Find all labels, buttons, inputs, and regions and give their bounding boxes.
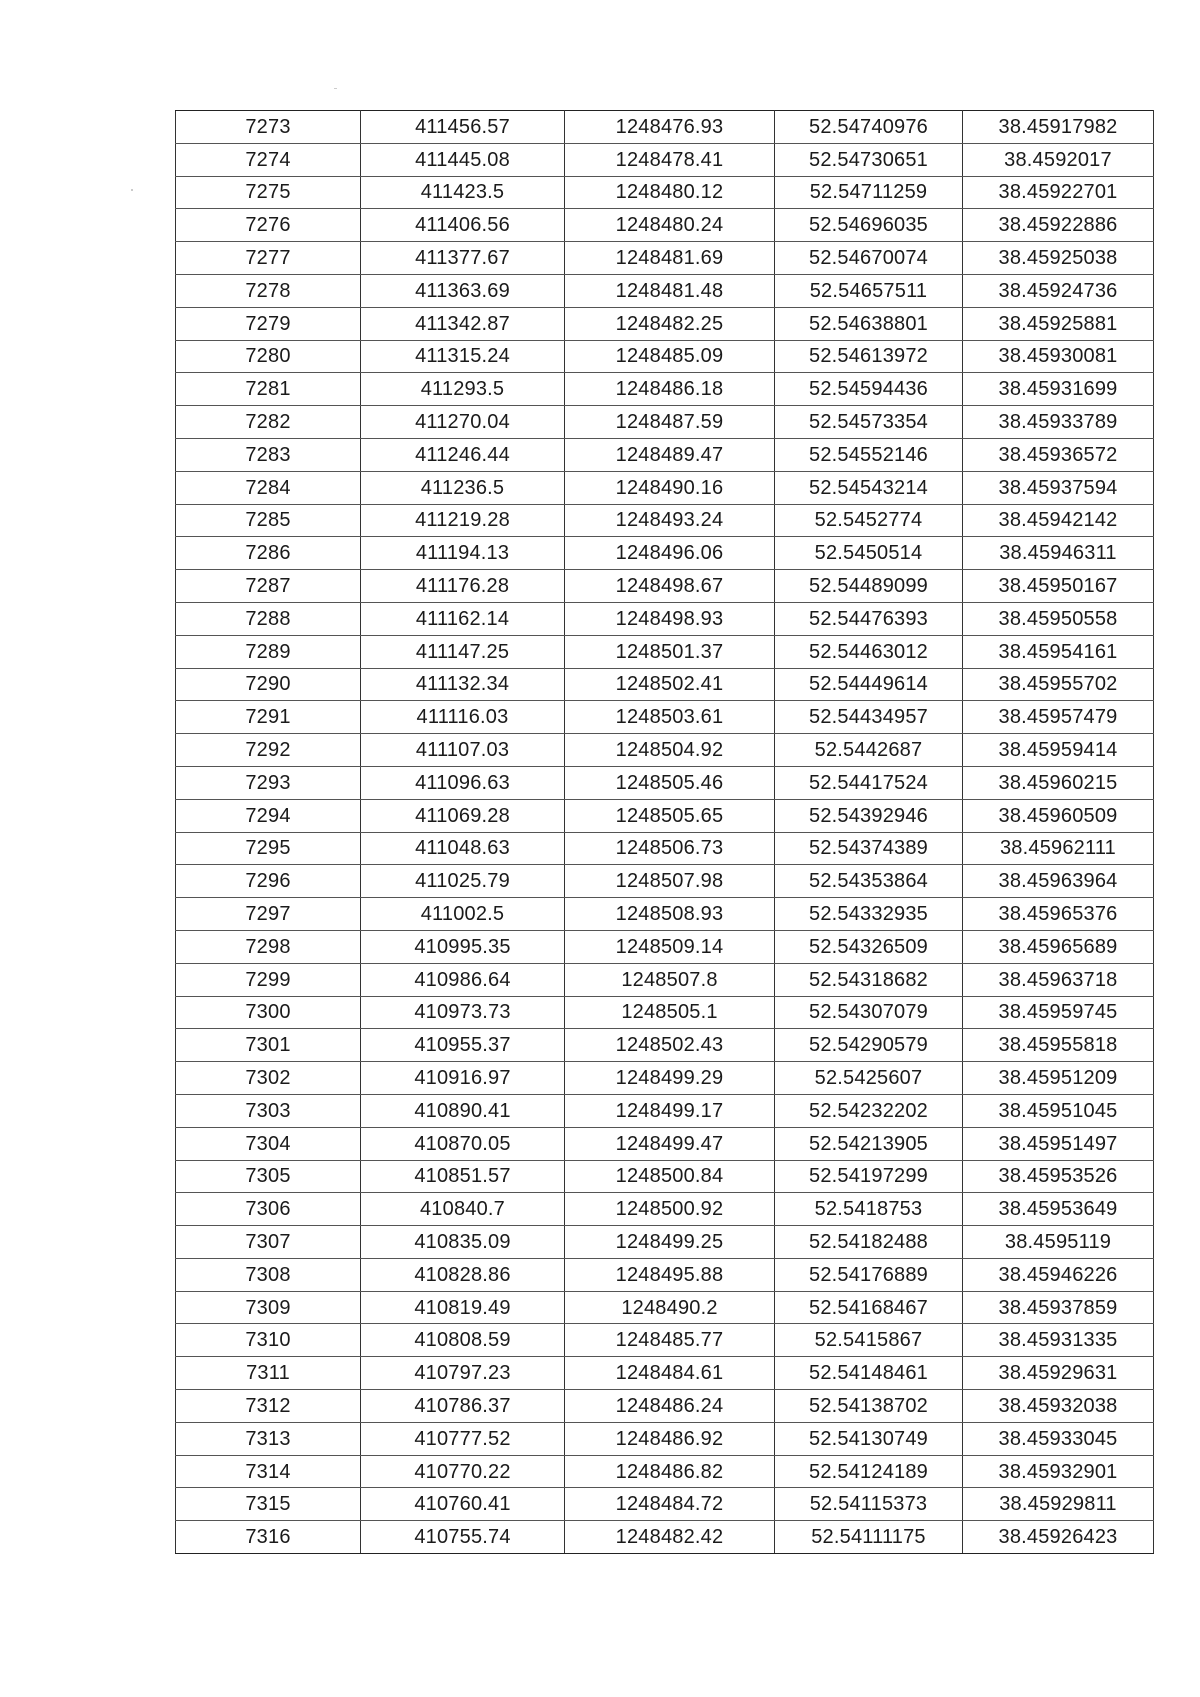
point-number-cell: 7284: [176, 471, 361, 504]
longitude-cell: 38.45933045: [963, 1422, 1154, 1455]
point-number-cell: 7274: [176, 143, 361, 176]
table-row: [176, 832, 1154, 865]
x-coordinate-cell: 410973.73: [361, 996, 565, 1029]
x-coordinate-cell: 410890.41: [361, 1094, 565, 1127]
longitude-cell: 38.45962111: [963, 832, 1154, 865]
table-row: [176, 176, 1154, 209]
latitude-cell: 52.54638801: [775, 307, 963, 340]
y-coordinate-cell: 1248499.25: [565, 1226, 775, 1259]
y-coordinate-cell: 1248480.24: [565, 209, 775, 242]
latitude-cell: 52.54290579: [775, 1029, 963, 1062]
table-row: [176, 111, 1154, 144]
latitude-cell: 52.54353864: [775, 865, 963, 898]
y-coordinate-cell: 1248485.09: [565, 340, 775, 373]
longitude-cell: 38.45925881: [963, 307, 1154, 340]
y-coordinate-cell: 1248498.67: [565, 570, 775, 603]
table-row: [176, 930, 1154, 963]
y-coordinate-cell: 1248482.25: [565, 307, 775, 340]
point-number-cell: 7276: [176, 209, 361, 242]
x-coordinate-cell: 410808.59: [361, 1324, 565, 1357]
latitude-cell: 52.54182488: [775, 1226, 963, 1259]
y-coordinate-cell: 1248487.59: [565, 406, 775, 439]
latitude-cell: 52.54489099: [775, 570, 963, 603]
y-coordinate-cell: 1248486.92: [565, 1422, 775, 1455]
point-number-cell: 7306: [176, 1193, 361, 1226]
table-row: [176, 865, 1154, 898]
latitude-cell: 52.54573354: [775, 406, 963, 439]
y-coordinate-cell: 1248505.65: [565, 799, 775, 832]
longitude-cell: 38.45922701: [963, 176, 1154, 209]
y-coordinate-cell: 1248495.88: [565, 1258, 775, 1291]
table-row: [176, 602, 1154, 635]
latitude-cell: 52.54594436: [775, 373, 963, 406]
point-number-cell: 7296: [176, 865, 361, 898]
point-number-cell: 7304: [176, 1127, 361, 1160]
y-coordinate-cell: 1248485.77: [565, 1324, 775, 1357]
table-row: [176, 1029, 1154, 1062]
point-number-cell: 7310: [176, 1324, 361, 1357]
longitude-cell: 38.45965376: [963, 898, 1154, 931]
x-coordinate-cell: 410916.97: [361, 1062, 565, 1095]
point-number-cell: 7302: [176, 1062, 361, 1095]
y-coordinate-cell: 1248505.1: [565, 996, 775, 1029]
y-coordinate-cell: 1248489.47: [565, 438, 775, 471]
point-number-cell: 7286: [176, 537, 361, 570]
latitude-cell: 52.54463012: [775, 635, 963, 668]
y-coordinate-cell: 1248484.61: [565, 1357, 775, 1390]
latitude-cell: 52.54449614: [775, 668, 963, 701]
longitude-cell: 38.45937859: [963, 1291, 1154, 1324]
x-coordinate-cell: 410851.57: [361, 1160, 565, 1193]
point-number-cell: 7285: [176, 504, 361, 537]
x-coordinate-cell: 411002.5: [361, 898, 565, 931]
point-number-cell: 7280: [176, 340, 361, 373]
y-coordinate-cell: 1248504.92: [565, 734, 775, 767]
longitude-cell: 38.45960215: [963, 766, 1154, 799]
y-coordinate-cell: 1248502.41: [565, 668, 775, 701]
latitude-cell: 52.5452774: [775, 504, 963, 537]
table-row: [176, 1226, 1154, 1259]
point-number-cell: 7315: [176, 1488, 361, 1521]
table-row: [176, 963, 1154, 996]
longitude-cell: 38.45932901: [963, 1455, 1154, 1488]
point-number-cell: 7312: [176, 1390, 361, 1423]
latitude-cell: 52.54711259: [775, 176, 963, 209]
table-row: [176, 701, 1154, 734]
point-number-cell: 7291: [176, 701, 361, 734]
y-coordinate-cell: 1248501.37: [565, 635, 775, 668]
x-coordinate-cell: 411377.67: [361, 242, 565, 275]
longitude-cell: 38.45957479: [963, 701, 1154, 734]
point-number-cell: 7278: [176, 274, 361, 307]
point-number-cell: 7311: [176, 1357, 361, 1390]
latitude-cell: 52.54552146: [775, 438, 963, 471]
longitude-cell: 38.45936572: [963, 438, 1154, 471]
point-number-cell: 7308: [176, 1258, 361, 1291]
table-row: [176, 1127, 1154, 1160]
x-coordinate-cell: 410835.09: [361, 1226, 565, 1259]
latitude-cell: 52.5442687: [775, 734, 963, 767]
y-coordinate-cell: 1248500.92: [565, 1193, 775, 1226]
longitude-cell: 38.45924736: [963, 274, 1154, 307]
coordinates-table-body: [176, 111, 1154, 1554]
longitude-cell: 38.45933789: [963, 406, 1154, 439]
longitude-cell: 38.45951497: [963, 1127, 1154, 1160]
y-coordinate-cell: 1248499.29: [565, 1062, 775, 1095]
table-row: [176, 1422, 1154, 1455]
table-row: [176, 1455, 1154, 1488]
y-coordinate-cell: 1248505.46: [565, 766, 775, 799]
longitude-cell: 38.45929631: [963, 1357, 1154, 1390]
longitude-cell: 38.45955818: [963, 1029, 1154, 1062]
table-row: [176, 1291, 1154, 1324]
table-row: [176, 373, 1154, 406]
latitude-cell: 52.54318682: [775, 963, 963, 996]
y-coordinate-cell: 1248486.24: [565, 1390, 775, 1423]
x-coordinate-cell: 411445.08: [361, 143, 565, 176]
longitude-cell: 38.4595119: [963, 1226, 1154, 1259]
latitude-cell: 52.54696035: [775, 209, 963, 242]
x-coordinate-cell: 411315.24: [361, 340, 565, 373]
table-row: [176, 143, 1154, 176]
longitude-cell: 38.45955702: [963, 668, 1154, 701]
point-number-cell: 7316: [176, 1521, 361, 1554]
longitude-cell: 38.45959745: [963, 996, 1154, 1029]
longitude-cell: 38.45963964: [963, 865, 1154, 898]
point-number-cell: 7281: [176, 373, 361, 406]
y-coordinate-cell: 1248478.41: [565, 143, 775, 176]
x-coordinate-cell: 411194.13: [361, 537, 565, 570]
point-number-cell: 7288: [176, 602, 361, 635]
longitude-cell: 38.45926423: [963, 1521, 1154, 1554]
x-coordinate-cell: 411176.28: [361, 570, 565, 603]
table-row: [176, 209, 1154, 242]
y-coordinate-cell: 1248480.12: [565, 176, 775, 209]
longitude-cell: 38.45931335: [963, 1324, 1154, 1357]
x-coordinate-cell: 411162.14: [361, 602, 565, 635]
table-row: [176, 1062, 1154, 1095]
x-coordinate-cell: 410986.64: [361, 963, 565, 996]
x-coordinate-cell: 411236.5: [361, 471, 565, 504]
latitude-cell: 52.54138702: [775, 1390, 963, 1423]
latitude-cell: 52.54124189: [775, 1455, 963, 1488]
point-number-cell: 7313: [176, 1422, 361, 1455]
longitude-cell: 38.45960509: [963, 799, 1154, 832]
x-coordinate-cell: 411363.69: [361, 274, 565, 307]
latitude-cell: 52.54232202: [775, 1094, 963, 1127]
latitude-cell: 52.54213905: [775, 1127, 963, 1160]
table-row: [176, 340, 1154, 373]
table-row: [176, 1160, 1154, 1193]
y-coordinate-cell: 1248507.8: [565, 963, 775, 996]
latitude-cell: 52.5415867: [775, 1324, 963, 1357]
y-coordinate-cell: 1248502.43: [565, 1029, 775, 1062]
longitude-cell: 38.45950558: [963, 602, 1154, 635]
point-number-cell: 7275: [176, 176, 361, 209]
x-coordinate-cell: 411456.57: [361, 111, 565, 144]
point-number-cell: 7277: [176, 242, 361, 275]
point-number-cell: 7293: [176, 766, 361, 799]
scan-speck: [334, 88, 337, 89]
latitude-cell: 52.54374389: [775, 832, 963, 865]
latitude-cell: 52.54148461: [775, 1357, 963, 1390]
x-coordinate-cell: 410770.22: [361, 1455, 565, 1488]
latitude-cell: 52.5418753: [775, 1193, 963, 1226]
x-coordinate-cell: 411342.87: [361, 307, 565, 340]
longitude-cell: 38.4592017: [963, 143, 1154, 176]
latitude-cell: 52.5425607: [775, 1062, 963, 1095]
longitude-cell: 38.45946311: [963, 537, 1154, 570]
longitude-cell: 38.45965689: [963, 930, 1154, 963]
x-coordinate-cell: 411025.79: [361, 865, 565, 898]
point-number-cell: 7294: [176, 799, 361, 832]
point-number-cell: 7300: [176, 996, 361, 1029]
table-row: [176, 570, 1154, 603]
x-coordinate-cell: 411048.63: [361, 832, 565, 865]
x-coordinate-cell: 410819.49: [361, 1291, 565, 1324]
latitude-cell: 52.54326509: [775, 930, 963, 963]
table-row: [176, 668, 1154, 701]
x-coordinate-cell: 411219.28: [361, 504, 565, 537]
point-number-cell: 7314: [176, 1455, 361, 1488]
longitude-cell: 38.45953649: [963, 1193, 1154, 1226]
latitude-cell: 52.54740976: [775, 111, 963, 144]
longitude-cell: 38.45930081: [963, 340, 1154, 373]
point-number-cell: 7299: [176, 963, 361, 996]
x-coordinate-cell: 410777.52: [361, 1422, 565, 1455]
point-number-cell: 7297: [176, 898, 361, 931]
point-number-cell: 7307: [176, 1226, 361, 1259]
longitude-cell: 38.45925038: [963, 242, 1154, 275]
point-number-cell: 7301: [176, 1029, 361, 1062]
point-number-cell: 7283: [176, 438, 361, 471]
latitude-cell: 52.54670074: [775, 242, 963, 275]
x-coordinate-cell: 410995.35: [361, 930, 565, 963]
latitude-cell: 52.54417524: [775, 766, 963, 799]
x-coordinate-cell: 411096.63: [361, 766, 565, 799]
scan-speck: [131, 189, 133, 191]
x-coordinate-cell: 410840.7: [361, 1193, 565, 1226]
y-coordinate-cell: 1248499.17: [565, 1094, 775, 1127]
y-coordinate-cell: 1248508.93: [565, 898, 775, 931]
y-coordinate-cell: 1248503.61: [565, 701, 775, 734]
longitude-cell: 38.45951209: [963, 1062, 1154, 1095]
latitude-cell: 52.5450514: [775, 537, 963, 570]
x-coordinate-cell: 410828.86: [361, 1258, 565, 1291]
longitude-cell: 38.45932038: [963, 1390, 1154, 1423]
y-coordinate-cell: 1248500.84: [565, 1160, 775, 1193]
table-row: [176, 471, 1154, 504]
longitude-cell: 38.45963718: [963, 963, 1154, 996]
y-coordinate-cell: 1248482.42: [565, 1521, 775, 1554]
table-row: [176, 438, 1154, 471]
table-row: [176, 307, 1154, 340]
point-number-cell: 7309: [176, 1291, 361, 1324]
x-coordinate-cell: 411246.44: [361, 438, 565, 471]
table-row: [176, 406, 1154, 439]
table-row: [176, 799, 1154, 832]
latitude-cell: 52.54176889: [775, 1258, 963, 1291]
x-coordinate-cell: 410786.37: [361, 1390, 565, 1423]
x-coordinate-cell: 411132.34: [361, 668, 565, 701]
latitude-cell: 52.54130749: [775, 1422, 963, 1455]
latitude-cell: 52.54543214: [775, 471, 963, 504]
y-coordinate-cell: 1248507.98: [565, 865, 775, 898]
y-coordinate-cell: 1248490.2: [565, 1291, 775, 1324]
x-coordinate-cell: 410870.05: [361, 1127, 565, 1160]
x-coordinate-cell: 411270.04: [361, 406, 565, 439]
point-number-cell: 7273: [176, 111, 361, 144]
longitude-cell: 38.45917982: [963, 111, 1154, 144]
point-number-cell: 7292: [176, 734, 361, 767]
longitude-cell: 38.45937594: [963, 471, 1154, 504]
longitude-cell: 38.45953526: [963, 1160, 1154, 1193]
x-coordinate-cell: 411107.03: [361, 734, 565, 767]
longitude-cell: 38.45942142: [963, 504, 1154, 537]
y-coordinate-cell: 1248496.06: [565, 537, 775, 570]
longitude-cell: 38.45929811: [963, 1488, 1154, 1521]
point-number-cell: 7290: [176, 668, 361, 701]
y-coordinate-cell: 1248484.72: [565, 1488, 775, 1521]
y-coordinate-cell: 1248490.16: [565, 471, 775, 504]
table-row: [176, 504, 1154, 537]
x-coordinate-cell: 411069.28: [361, 799, 565, 832]
y-coordinate-cell: 1248499.47: [565, 1127, 775, 1160]
latitude-cell: 52.54307079: [775, 996, 963, 1029]
table-row: [176, 635, 1154, 668]
y-coordinate-cell: 1248486.18: [565, 373, 775, 406]
y-coordinate-cell: 1248493.24: [565, 504, 775, 537]
x-coordinate-cell: 410797.23: [361, 1357, 565, 1390]
x-coordinate-cell: 410955.37: [361, 1029, 565, 1062]
table-row: [176, 1258, 1154, 1291]
latitude-cell: 52.54392946: [775, 799, 963, 832]
longitude-cell: 38.45946226: [963, 1258, 1154, 1291]
latitude-cell: 52.54115373: [775, 1488, 963, 1521]
y-coordinate-cell: 1248481.48: [565, 274, 775, 307]
table-row: [176, 242, 1154, 275]
longitude-cell: 38.45951045: [963, 1094, 1154, 1127]
table-row: [176, 1521, 1154, 1554]
latitude-cell: 52.54730651: [775, 143, 963, 176]
table-row: [176, 537, 1154, 570]
x-coordinate-cell: 411147.25: [361, 635, 565, 668]
point-number-cell: 7295: [176, 832, 361, 865]
table-row: [176, 898, 1154, 931]
latitude-cell: 52.54168467: [775, 1291, 963, 1324]
table-row: [176, 734, 1154, 767]
longitude-cell: 38.45959414: [963, 734, 1154, 767]
latitude-cell: 52.54613972: [775, 340, 963, 373]
point-number-cell: 7282: [176, 406, 361, 439]
table-row: [176, 1324, 1154, 1357]
table-row: [176, 1357, 1154, 1390]
table-row: [176, 996, 1154, 1029]
longitude-cell: 38.45922886: [963, 209, 1154, 242]
point-number-cell: 7298: [176, 930, 361, 963]
latitude-cell: 52.54476393: [775, 602, 963, 635]
coordinates-table: [175, 110, 1154, 1554]
x-coordinate-cell: 411293.5: [361, 373, 565, 406]
latitude-cell: 52.54657511: [775, 274, 963, 307]
table-row: [176, 1193, 1154, 1226]
point-number-cell: 7289: [176, 635, 361, 668]
x-coordinate-cell: 411423.5: [361, 176, 565, 209]
y-coordinate-cell: 1248486.82: [565, 1455, 775, 1488]
y-coordinate-cell: 1248498.93: [565, 602, 775, 635]
longitude-cell: 38.45954161: [963, 635, 1154, 668]
longitude-cell: 38.45931699: [963, 373, 1154, 406]
latitude-cell: 52.54111175: [775, 1521, 963, 1554]
x-coordinate-cell: 410760.41: [361, 1488, 565, 1521]
x-coordinate-cell: 410755.74: [361, 1521, 565, 1554]
x-coordinate-cell: 411116.03: [361, 701, 565, 734]
point-number-cell: 7303: [176, 1094, 361, 1127]
longitude-cell: 38.45950167: [963, 570, 1154, 603]
y-coordinate-cell: 1248476.93: [565, 111, 775, 144]
table-row: [176, 274, 1154, 307]
table-row: [176, 1488, 1154, 1521]
y-coordinate-cell: 1248506.73: [565, 832, 775, 865]
latitude-cell: 52.54197299: [775, 1160, 963, 1193]
table-row: [176, 1390, 1154, 1423]
point-number-cell: 7279: [176, 307, 361, 340]
y-coordinate-cell: 1248481.69: [565, 242, 775, 275]
table-row: [176, 1094, 1154, 1127]
latitude-cell: 52.54434957: [775, 701, 963, 734]
latitude-cell: 52.54332935: [775, 898, 963, 931]
x-coordinate-cell: 411406.56: [361, 209, 565, 242]
point-number-cell: 7305: [176, 1160, 361, 1193]
table-row: [176, 766, 1154, 799]
point-number-cell: 7287: [176, 570, 361, 603]
y-coordinate-cell: 1248509.14: [565, 930, 775, 963]
